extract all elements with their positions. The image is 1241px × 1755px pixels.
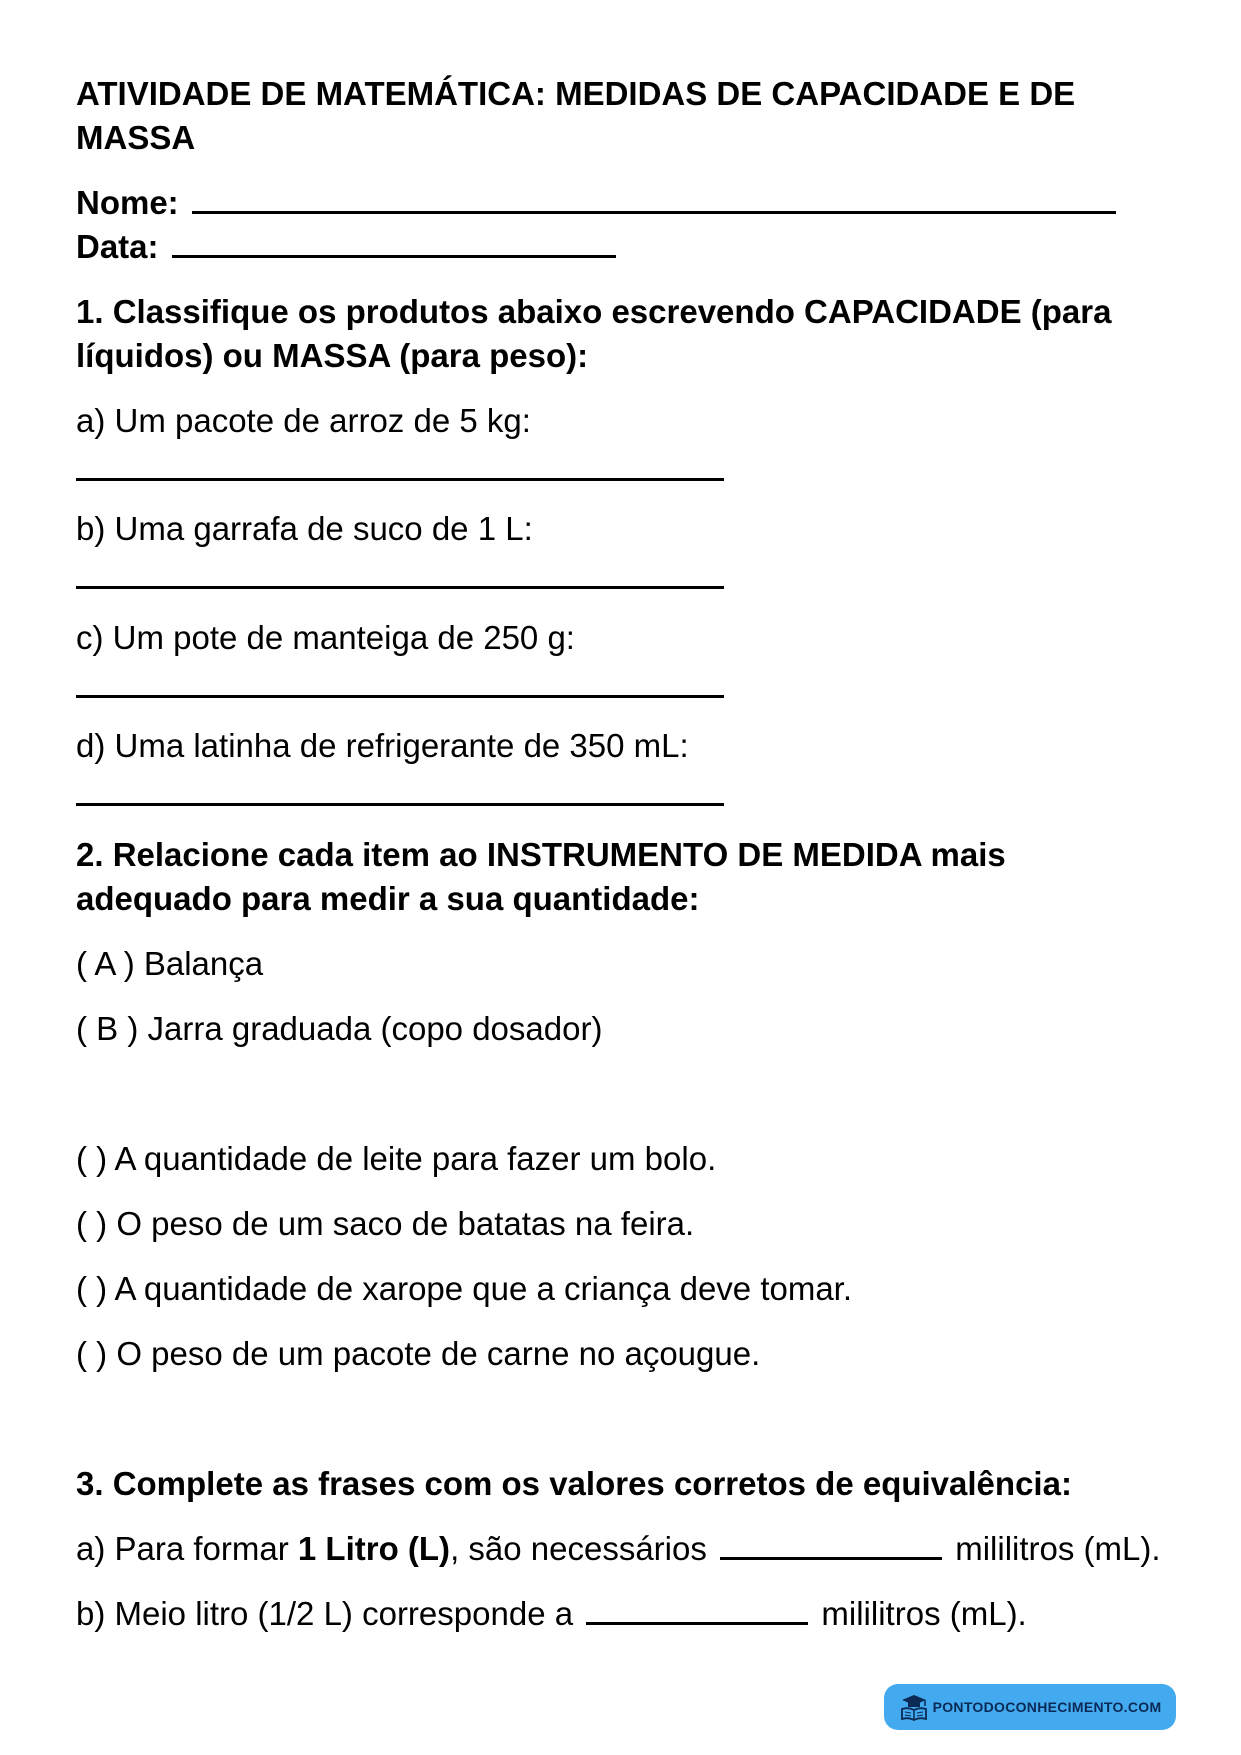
q1-item-d-answer-line[interactable]	[76, 803, 724, 806]
q3-item-b-prefix: b) Meio litro (1/2 L) corresponde a	[76, 1595, 574, 1632]
q1-item-c-answer-line[interactable]	[76, 695, 724, 698]
q2-option-a: ( A ) Balança	[76, 945, 264, 982]
q3-item-b	[76, 1594, 1027, 1634]
q3-item-b-suffix: mililitros (mL).	[821, 1595, 1027, 1632]
q3-item-a-bold: 1 Litro (L)	[297, 1530, 451, 1567]
q3-item-a	[76, 1529, 1161, 1569]
nome-blank[interactable]	[192, 183, 1116, 214]
brand-badge[interactable]	[884, 1684, 1176, 1730]
q1-item-a-answer-line[interactable]	[76, 478, 724, 481]
q2-option-b: ( B ) Jarra graduada (copo dosador)	[76, 1010, 603, 1047]
q3-item-b-blank[interactable]	[586, 1594, 808, 1625]
q1-item-b-answer-line[interactable]	[76, 586, 724, 589]
nome-field	[76, 183, 1120, 223]
q1-heading-line1: 1. Classifique os produtos abaixo escrevendo CAPACIDADE (para	[76, 293, 1112, 330]
data-field	[76, 227, 620, 267]
q1-item-b: b) Uma garrafa de suco de 1 L:	[76, 510, 533, 547]
data-blank[interactable]	[172, 227, 616, 258]
page-title-line2: MASSA	[76, 119, 196, 156]
q2-item-4[interactable]: ( ) O peso de um pacote de carne no açougue.	[76, 1335, 761, 1372]
data-label: Data:	[76, 228, 159, 265]
nome-label: Nome:	[76, 184, 179, 221]
q3-item-a-middle: , são necessários	[450, 1530, 707, 1567]
page-title-line1: ATIVIDADE DE MATEMÁTICA: MEDIDAS DE CAPACIDADE E DE	[76, 75, 1076, 112]
q1-item-a: a) Um pacote de arroz de 5 kg:	[76, 402, 531, 439]
q1-heading-line2: líquidos) ou MASSA (para peso):	[76, 337, 589, 374]
q3-item-a-prefix: a) Para formar	[76, 1530, 298, 1567]
q1-item-c: c) Um pote de manteiga de 250 g:	[76, 619, 575, 656]
q3-item-a-suffix: mililitros (mL).	[955, 1530, 1161, 1567]
q3-item-a-blank[interactable]	[720, 1529, 942, 1560]
graduation-book-icon	[899, 1692, 929, 1722]
q2-item-2[interactable]: ( ) O peso de um saco de batatas na feira.	[76, 1205, 695, 1242]
q2-item-1[interactable]: ( ) A quantidade de leite para fazer um bolo.	[76, 1140, 717, 1177]
q3-heading: 3. Complete as frases com os valores corretos de equivalência:	[76, 1465, 1072, 1502]
q2-heading-line2: adequado para medir a sua quantidade:	[76, 880, 700, 917]
q2-heading-line1: 2. Relacione cada item ao INSTRUMENTO DE MEDIDA mais	[76, 836, 1006, 873]
brand-text: PONTODOCONHECIMENTO.COM	[932, 1699, 1162, 1715]
q2-item-3[interactable]: ( ) A quantidade de xarope que a criança deve tomar.	[76, 1270, 853, 1307]
q1-item-d: d) Uma latinha de refrigerante de 350 mL:	[76, 727, 689, 764]
